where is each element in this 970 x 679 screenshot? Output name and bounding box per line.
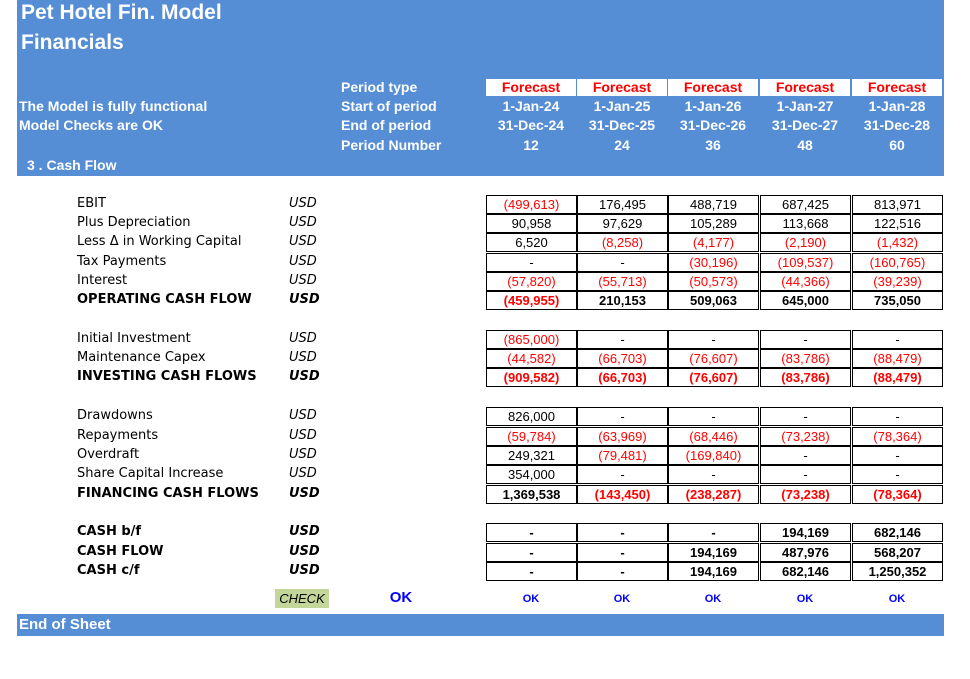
table-cell[interactable]: (76,607) — [668, 349, 759, 368]
table-cell[interactable]: (865,000) — [486, 330, 577, 349]
period-type-4: Forecast — [760, 79, 850, 96]
row-unit: USD — [289, 350, 317, 365]
table-cell[interactable]: - — [486, 562, 577, 581]
row-unit: USD — [289, 196, 317, 211]
table-cell[interactable]: (8,258) — [577, 233, 668, 252]
table-cell[interactable]: (55,713) — [577, 272, 668, 291]
table-cell[interactable]: 210,153 — [577, 291, 668, 310]
table-cell[interactable]: 354,000 — [486, 465, 577, 484]
row-label: Initial Investment — [77, 331, 191, 346]
row-unit: USD — [289, 234, 317, 249]
table-cell[interactable]: (39,239) — [852, 272, 943, 291]
table-cell[interactable]: (30,196) — [668, 253, 759, 272]
table-cell[interactable]: (44,366) — [760, 272, 851, 291]
row-unit: USD — [289, 215, 317, 230]
period-end-5: 31-Dec-28 — [863, 117, 931, 133]
table-cell[interactable]: (63,969) — [577, 427, 668, 446]
table-cell[interactable]: 105,289 — [668, 214, 759, 233]
row-label: INVESTING CASH FLOWS — [77, 369, 257, 384]
table-cell[interactable]: 1,250,352 — [852, 562, 943, 581]
row-unit: USD — [289, 524, 320, 539]
period-number-label: Period Number — [341, 137, 442, 153]
table-cell[interactable]: (79,481) — [577, 446, 668, 465]
table-cell[interactable]: 687,425 — [760, 195, 851, 214]
row-label: Repayments — [77, 428, 159, 443]
row-unit: USD — [289, 563, 320, 578]
row-label: EBIT — [77, 196, 106, 211]
check-button[interactable]: CHECK — [275, 589, 329, 608]
table-cell[interactable]: - — [577, 523, 668, 542]
table-cell[interactable]: 194,169 — [668, 543, 759, 562]
sheet-title: Financials — [21, 31, 124, 54]
table-cell[interactable]: - — [760, 465, 851, 484]
row-unit: USD — [289, 408, 317, 423]
period-end-1: 31-Dec-24 — [497, 117, 565, 133]
row-unit: USD — [289, 544, 320, 559]
row-unit: USD — [289, 486, 320, 501]
model-status: The Model is fully functional — [19, 98, 208, 114]
row-label: CASH c/f — [77, 563, 140, 578]
period-start-3: 1-Jan-26 — [684, 98, 742, 114]
table-cell[interactable]: 645,000 — [760, 291, 851, 310]
table-cell[interactable]: - — [760, 446, 851, 465]
row-unit: USD — [289, 292, 320, 307]
table-cell[interactable]: (160,765) — [852, 253, 943, 272]
table-cell[interactable]: - — [577, 253, 668, 272]
table-cell[interactable]: 826,000 — [486, 407, 577, 426]
table-cell[interactable]: 488,719 — [668, 195, 759, 214]
table-cell[interactable]: - — [852, 465, 943, 484]
end-period-label: End of period — [341, 117, 432, 133]
table-cell[interactable]: (1,432) — [852, 233, 943, 252]
table-cell[interactable]: (44,582) — [486, 349, 577, 368]
table-cell[interactable]: (50,573) — [668, 272, 759, 291]
table-cell[interactable]: (66,703) — [577, 368, 668, 387]
table-cell[interactable]: - — [486, 523, 577, 542]
period-number-4: 48 — [797, 137, 813, 153]
column-check-1: OK — [522, 593, 540, 605]
row-unit: USD — [289, 466, 317, 481]
table-cell[interactable]: (73,238) — [760, 427, 851, 446]
table-cell[interactable]: (88,479) — [852, 349, 943, 368]
row-label: CASH b/f — [77, 524, 142, 539]
row-unit: USD — [289, 428, 317, 443]
column-check-5: OK — [888, 593, 906, 605]
footer-banner — [17, 614, 944, 636]
table-cell[interactable]: (909,582) — [486, 368, 577, 387]
period-end-2: 31-Dec-25 — [588, 117, 656, 133]
row-label: Drawdowns — [77, 408, 153, 423]
row-label: Maintenance Capex — [77, 350, 206, 365]
table-cell[interactable]: 682,146 — [760, 562, 851, 581]
period-type-2: Forecast — [577, 79, 667, 96]
section-title: 3 . Cash Flow — [27, 157, 117, 173]
table-cell[interactable]: - — [486, 253, 577, 272]
column-check-3: OK — [704, 593, 722, 605]
row-label: CASH FLOW — [77, 544, 164, 559]
table-cell[interactable]: - — [760, 330, 851, 349]
table-cell[interactable]: (109,537) — [760, 253, 851, 272]
row-unit: USD — [289, 369, 320, 384]
table-cell[interactable]: 682,146 — [852, 523, 943, 542]
table-cell[interactable]: 194,169 — [760, 523, 851, 542]
row-label: OPERATING CASH FLOW — [77, 292, 252, 307]
period-end-3: 31-Dec-26 — [679, 117, 747, 133]
table-cell[interactable]: (68,446) — [668, 427, 759, 446]
period-type-1: Forecast — [486, 79, 576, 96]
row-unit: USD — [289, 254, 317, 269]
model-title: Pet Hotel Fin. Model — [21, 1, 222, 24]
table-cell[interactable]: - — [852, 330, 943, 349]
table-cell[interactable]: 113,668 — [760, 214, 851, 233]
table-cell[interactable]: (59,784) — [486, 427, 577, 446]
table-cell[interactable]: (78,364) — [852, 485, 943, 504]
table-cell[interactable]: - — [668, 407, 759, 426]
table-cell[interactable]: - — [760, 407, 851, 426]
row-label: Plus Depreciation — [77, 215, 191, 230]
period-start-4: 1-Jan-27 — [776, 98, 834, 114]
check-result: OK — [389, 589, 413, 606]
period-type-5: Forecast — [852, 79, 942, 96]
table-cell[interactable]: 509,063 — [668, 291, 759, 310]
table-cell[interactable]: - — [852, 407, 943, 426]
row-unit: USD — [289, 447, 317, 462]
table-cell[interactable]: - — [668, 523, 759, 542]
row-label: FINANCING CASH FLOWS — [77, 486, 259, 501]
period-number-2: 24 — [614, 137, 630, 153]
table-cell[interactable]: (57,820) — [486, 272, 577, 291]
table-cell[interactable]: - — [852, 446, 943, 465]
row-unit: USD — [289, 331, 317, 346]
period-start-1: 1-Jan-24 — [502, 98, 560, 114]
table-cell[interactable]: (499,613) — [486, 195, 577, 214]
table-cell[interactable]: (83,786) — [760, 368, 851, 387]
row-label: Interest — [77, 273, 128, 288]
table-cell[interactable]: 6,520 — [486, 233, 577, 252]
table-cell[interactable]: (76,607) — [668, 368, 759, 387]
table-cell[interactable]: (143,450) — [577, 485, 668, 504]
table-cell[interactable]: 90,958 — [486, 214, 577, 233]
table-cell[interactable]: 568,207 — [852, 543, 943, 562]
table-cell[interactable]: 735,050 — [852, 291, 943, 310]
table-cell[interactable]: (73,238) — [760, 485, 851, 504]
model-checks-status: Model Checks are OK — [19, 117, 163, 133]
column-check-2: OK — [613, 593, 631, 605]
table-cell[interactable]: (2,190) — [760, 233, 851, 252]
row-unit: USD — [289, 273, 317, 288]
table-cell[interactable]: (66,703) — [577, 349, 668, 368]
period-number-5: 60 — [889, 137, 905, 153]
table-cell[interactable]: - — [577, 407, 668, 426]
table-cell[interactable]: (459,955) — [486, 291, 577, 310]
end-of-sheet-label: End of Sheet — [19, 616, 111, 633]
column-check-4: OK — [796, 593, 814, 605]
table-cell[interactable]: - — [668, 465, 759, 484]
period-number-3: 36 — [705, 137, 721, 153]
table-cell[interactable]: - — [577, 465, 668, 484]
row-label: Less Δ in Working Capital — [77, 234, 242, 249]
period-start-5: 1-Jan-28 — [868, 98, 926, 114]
table-cell[interactable]: - — [577, 562, 668, 581]
table-cell[interactable]: 487,976 — [760, 543, 851, 562]
row-label: Overdraft — [77, 447, 140, 462]
table-cell[interactable]: 1,369,538 — [486, 485, 577, 504]
period-type-label: Period type — [341, 79, 418, 95]
table-cell[interactable]: (88,479) — [852, 368, 943, 387]
table-cell[interactable]: - — [577, 543, 668, 562]
table-cell[interactable]: 176,495 — [577, 195, 668, 214]
period-type-3: Forecast — [668, 79, 758, 96]
table-cell[interactable]: 813,971 — [852, 195, 943, 214]
start-period-label: Start of period — [341, 98, 437, 114]
table-cell[interactable]: - — [486, 543, 577, 562]
table-cell[interactable]: - — [577, 330, 668, 349]
period-start-2: 1-Jan-25 — [593, 98, 651, 114]
table-cell[interactable]: 249,321 — [486, 446, 577, 465]
row-label: Share Capital Increase — [77, 466, 224, 481]
period-end-4: 31-Dec-27 — [771, 117, 839, 133]
row-label: Tax Payments — [77, 254, 167, 269]
table-cell[interactable]: (169,840) — [668, 446, 759, 465]
table-cell[interactable]: (4,177) — [668, 233, 759, 252]
table-cell[interactable]: 194,169 — [668, 562, 759, 581]
table-cell[interactable]: - — [668, 330, 759, 349]
table-cell[interactable]: 97,629 — [577, 214, 668, 233]
table-cell[interactable]: (78,364) — [852, 427, 943, 446]
period-number-1: 12 — [523, 137, 539, 153]
table-cell[interactable]: (238,287) — [668, 485, 759, 504]
table-cell[interactable]: (83,786) — [760, 349, 851, 368]
table-cell[interactable]: 122,516 — [852, 214, 943, 233]
